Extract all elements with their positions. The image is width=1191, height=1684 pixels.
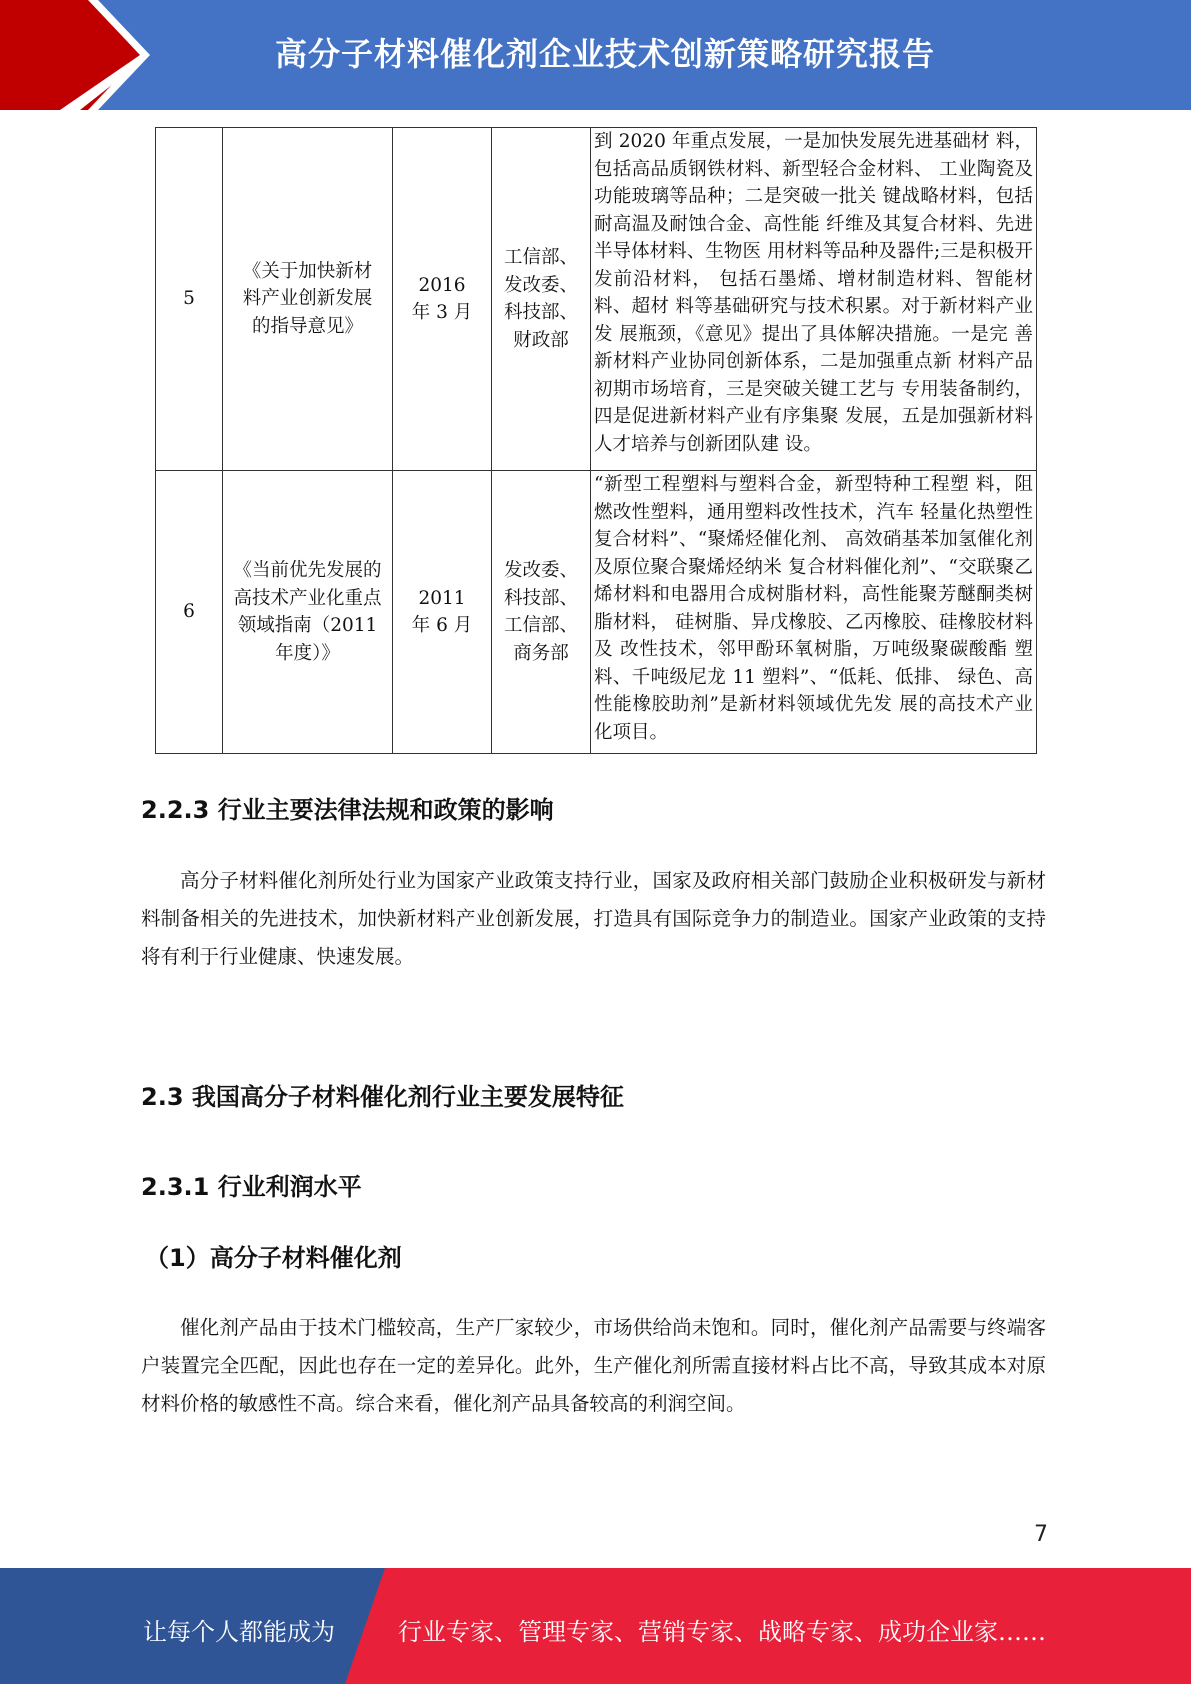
heading-2-3-1: 2.3.1 行业利润水平 <box>141 1173 362 1201</box>
report-title: 高分子材料催化剂企业技术创新策略研究报告 <box>274 35 935 73</box>
policy-name-text: 《当前优先发展的高技术产业化重点领域指南（2011 年度）》 <box>233 560 382 664</box>
header-banner <box>0 0 1191 110</box>
cell-no: 6 <box>156 471 223 754</box>
paragraph-profit: 催化剂产品由于技术门槛较高，生产厂家较少，市场供给尚未饱和。同时，催化剂产品需要与终端客户装置完全匹配，因此也存在一定的差异化。此外，生产催化剂所需直接材料占比不高，导致其成本对原材料价格的敏感性不高。综合来看，催化剂产品具备较高的利润空间。 <box>141 1316 1046 1415</box>
cell-no: 5 <box>156 128 223 471</box>
heading-2-3: 2.3 我国高分子材料催化剂行业主要发展特征 <box>141 1083 624 1111</box>
dept-text: 发改委、科技部、工信部、商务部 <box>503 560 578 664</box>
table-row <box>156 471 1037 754</box>
table-row <box>156 128 1037 471</box>
cell-date <box>393 471 492 754</box>
content-text: “新型工程塑料与塑料合金，新型特种工程塑 料，阻燃改性塑料，通用塑料改性技术，汽车 轻量化热塑性复合材料”、“聚烯烃催化剂、 高效硝基苯加氢催化剂及原位聚合聚烯烃纳米 复合材料催化剂”、“交联聚乙烯材料和电器用合成树脂材料，高性能聚芳醚酮类树脂材料， 硅树脂、异戊橡胶、乙丙橡胶、硅橡胶材料及 改性技术，邻甲酚环氧树脂，万吨级聚碳酸酯 塑料、千吨级尼龙 11 塑料”、“低耗、低排、 绿色、高性能橡胶助剂”是新材料领域优先发 展的高技术产业化项目。 <box>594 474 1033 743</box>
footer-slogan-left: 让每个人都能成为 <box>143 1618 335 1646</box>
date-text: 2011 年 6 月 <box>411 587 473 636</box>
footer-banner <box>0 1568 1191 1684</box>
cell-date <box>393 128 492 471</box>
page-number: 7 <box>1034 1522 1048 1547</box>
heading-2-2-3: 2.2.3 行业主要法律法规和政策的影响 <box>141 796 554 824</box>
policy-name-text: 《关于加快新材料产业创新发展的指导意见》 <box>242 260 373 337</box>
content-text: 到 2020 年重点发展，一是加快发展先进基础材 料，包括高品质钢铁材料、新型轻合金材料、 工业陶瓷及功能玻璃等品种；二是突破一批关 键战略材料，包括耐高温及耐蚀合金、高性能 纤维及其复合材料、先进半导体材料、生物医 用材料等品种及器件;三是积极开发前沿材料， 包括石墨烯、增材制造材料、智能材料、超材 料等基础研究与技术积累。对于新材料产业发 展瓶颈，《意见》提出了具体解决措施。一是完 善新材料产业协同创新体系，二是加强重点新 材料产品初期市场培育，三是突破关键工艺与 专用装备制约，四是促进新材料产业有序集聚 发展，五是加强新材料人才培养与创新团队建 设。 <box>594 131 1033 455</box>
cell-content <box>591 128 1037 471</box>
policy-table <box>155 127 1037 754</box>
cell-policy-name <box>223 471 393 754</box>
date-text: 2016 年 3 月 <box>411 274 473 323</box>
heading-catalyst: （1）高分子材料催化剂 <box>145 1244 402 1272</box>
cell-dept <box>492 471 591 754</box>
footer-slogan-right: 行业专家、管理专家、营销专家、战略专家、成功企业家…… <box>398 1618 1046 1646</box>
cell-policy-name <box>223 128 393 471</box>
paragraph-policy-impact: 高分子材料催化剂所处行业为国家产业政策支持行业，国家及政府相关部门鼓励企业积极研发与新材料制备相关的先进技术，加快新材料产业创新发展，打造具有国际竞争力的制造业。国家产业政策的支持将有利于行业健康、快速发展。 <box>141 869 1046 968</box>
cell-dept <box>492 128 591 471</box>
dept-text: 工信部、发改委、科技部、财政部 <box>503 247 578 351</box>
cell-content <box>591 471 1037 754</box>
